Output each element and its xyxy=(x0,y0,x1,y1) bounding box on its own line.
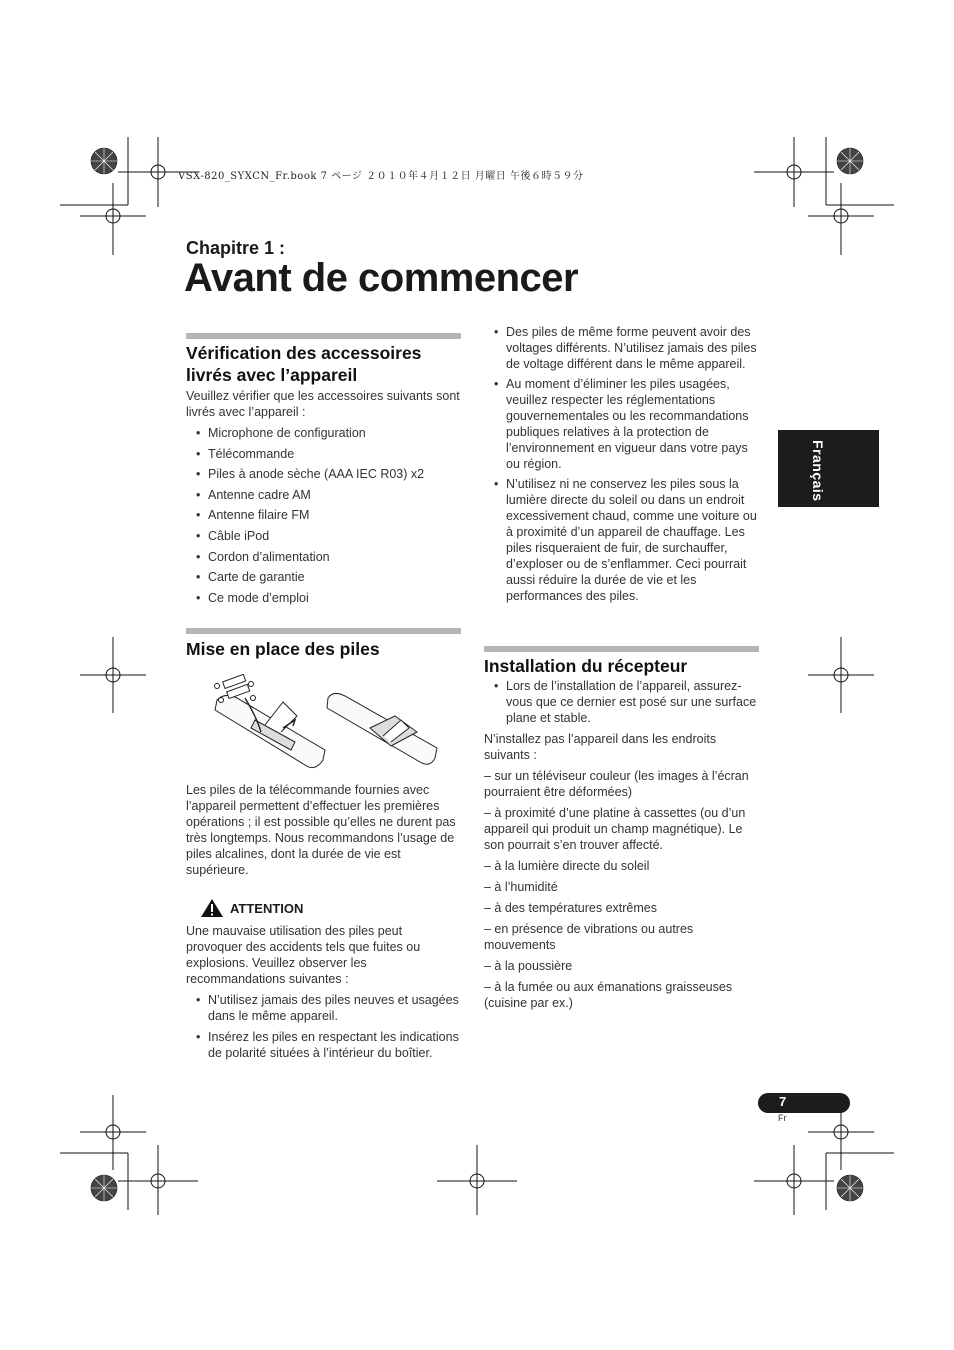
list-item: • Carte de garantie xyxy=(186,569,461,585)
section-heading: Vérification des accessoires livrés avec l’appareil xyxy=(186,343,422,385)
installation-list xyxy=(484,678,759,726)
section-heading: Mise en place des piles xyxy=(186,639,380,659)
list-item: • Antenne cadre AM xyxy=(186,487,461,503)
list-item: • Microphone de configuration xyxy=(186,425,461,441)
list-item: • Cordon d’alimentation xyxy=(186,549,461,565)
print-header: VSX-820_SYXCN_Fr.book 7 ページ ２０１０年４月１２日 月曜日 午後６時５９分 xyxy=(178,171,584,182)
location-line: – à des températures extrêmes xyxy=(484,901,657,915)
attention-list xyxy=(186,992,461,1061)
location-line: – à la lumière directe du soleil xyxy=(484,859,650,873)
location-line: – à la poussière xyxy=(484,959,573,973)
warning-icon xyxy=(200,898,224,918)
list-item: • N’utilisez jamais des piles neuves et usagées dans le même appareil. xyxy=(186,992,461,1024)
page-number-badge xyxy=(758,1093,850,1113)
page-title: Avant de commencer xyxy=(184,256,579,300)
remote-battery-illustration xyxy=(195,670,455,780)
section-divider xyxy=(186,628,461,634)
list-item: • Ce mode d’emploi xyxy=(186,590,461,606)
precautions-list xyxy=(484,324,759,604)
language-tab-label: Français xyxy=(810,440,826,502)
location-line: – en présence de vibrations ou autres mouvements xyxy=(484,922,694,952)
list-item: • Antenne filaire FM xyxy=(186,507,461,523)
page-number: 7 xyxy=(779,1094,787,1109)
chapter-label: Chapitre 1 : xyxy=(186,238,286,258)
section-divider xyxy=(484,646,759,652)
list-item: • Télécommande xyxy=(186,446,461,462)
location-line: – à proximité d’une platine à cassettes (ou d’un appareil qui produit un champ magnétique). Le son pourrait s’en trouver affecté. xyxy=(484,806,746,852)
attention-block xyxy=(186,923,461,1061)
section-accessories xyxy=(186,342,461,606)
location-line: – à la fumée ou aux émanations graisseuses (cuisine par ex.) xyxy=(484,980,733,1010)
list-item: • Piles à anode sèche (AAA IEC R03) x2 xyxy=(186,466,461,482)
installation-intro: N’installez pas l’appareil dans les endroits suivants : xyxy=(484,732,717,762)
attention-label: ATTENTION xyxy=(230,900,304,916)
attention-header xyxy=(200,898,303,918)
page-language: Fr xyxy=(778,1113,787,1123)
accessories-list xyxy=(186,425,461,606)
language-tab xyxy=(778,430,879,507)
location-line: – sur un téléviseur couleur (les images à l’écran pourraient être déformées) xyxy=(484,769,749,799)
attention-paragraph: Une mauvaise utilisation des piles peut provoquer des accidents tels que fuites ou explosions. Veuillez observer les recommandations suivantes : xyxy=(186,924,421,986)
section-installation xyxy=(484,655,759,1011)
section-divider xyxy=(186,333,461,339)
location-line: – à l’humidité xyxy=(484,880,558,894)
list-item: • Au moment d’éliminer les piles usagées, veuillez respecter les réglementations gouvernementales ou les recommandations publiques relatives à la protection de l’environnement en vigueur dans votre pays ou région. xyxy=(484,376,759,472)
section-intro: Veuillez vérifier que les accessoires suivants sont livrés avec l’appareil : xyxy=(186,389,460,419)
list-item: • Lors de l’installation de l’appareil, assurez-vous que ce dernier est posé sur une surface plane et stable. xyxy=(484,678,759,726)
battery-precautions xyxy=(484,324,759,604)
section-batteries-body xyxy=(186,782,461,878)
batteries-paragraph: Les piles de la télécommande fournies avec l’appareil permettent d’effectuer les premières opérations ; il est possible qu’elles ne durent pas très longtemps. Nous recommandons l’usage de piles alcalines, dont la durée de vie est supérieure. xyxy=(186,783,456,877)
list-item: • N’utilisez ni ne conservez les piles sous la lumière directe du soleil ou dans un endroit excessivement chaud, comme une voiture ou à proximité d’un appareil de chauffage. Les piles risqueraient de fuir, de surchauffer, d’exploser ou de s’enflammer. Ceci pourrait aussi réduire la durée de vie et les performances des piles. xyxy=(484,476,759,604)
section-heading: Installation du récepteur xyxy=(484,656,688,676)
list-item: • Insérez les piles en respectant les indications de polarité situées à l’intérieur du boîtier. xyxy=(186,1029,461,1061)
list-item: • Câble iPod xyxy=(186,528,461,544)
list-item: • Des piles de même forme peuvent avoir des voltages différents. N’utilisez jamais des piles de voltage différent dans le même appareil. xyxy=(484,324,759,372)
